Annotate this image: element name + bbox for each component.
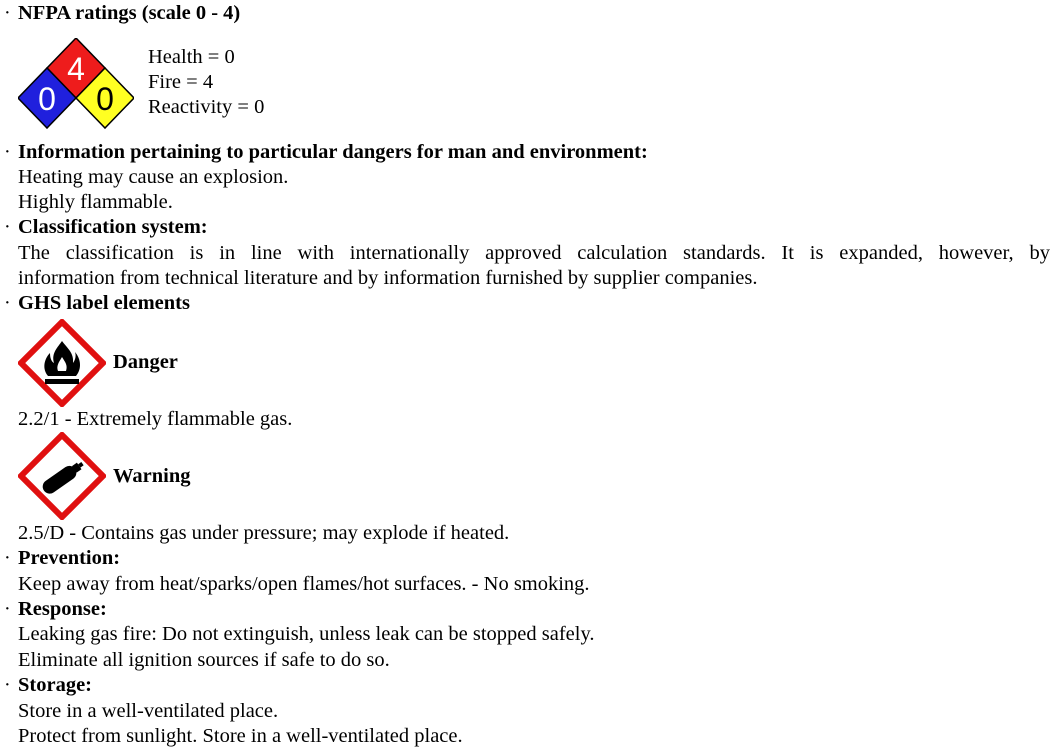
ghs-hazard-statement: 2.2/1 - Extremely flammable gas. xyxy=(18,408,293,430)
response-line: Leaking gas fire: Do not extinguish, unless leak can be stopped safely. xyxy=(18,623,595,645)
prevention-line: Keep away from heat/sparks/open flames/hot surfaces. - No smoking. xyxy=(18,573,590,595)
nfpa-diamond-icon xyxy=(18,38,134,130)
response-heading: Response: xyxy=(18,598,107,620)
bullet: · xyxy=(4,674,11,696)
classification-line: The classification is in line with internationally approved calculation standards. It is expanded, however, by xyxy=(18,242,1050,264)
classification-heading: Classification system: xyxy=(18,216,208,238)
prevention-heading: Prevention: xyxy=(18,547,121,569)
bullet: · xyxy=(4,547,11,569)
dangers-heading: Information pertaining to particular dangers for man and environment: xyxy=(18,141,648,163)
flame-pictogram-icon xyxy=(18,319,106,407)
bullet: · xyxy=(4,216,11,238)
nfpa-reactivity-text: Reactivity = 0 xyxy=(148,96,265,118)
storage-line: Protect from sunlight. Store in a well-ventilated place. xyxy=(18,725,463,747)
classification-line: information from technical literature and by information furnished by supplier companies. xyxy=(18,267,758,289)
storage-heading: Storage: xyxy=(18,674,93,696)
ghs-hazard-statement: 2.5/D - Contains gas under pressure; may explode if heated. xyxy=(18,522,510,544)
response-line: Eliminate all ignition sources if safe to do so. xyxy=(18,649,390,671)
bullet: · xyxy=(4,141,11,163)
nfpa-health-text: Health = 0 xyxy=(148,46,235,68)
dangers-line: Heating may cause an explosion. xyxy=(18,166,289,188)
storage-line: Store in a well-ventilated place. xyxy=(18,700,279,722)
bullet: · xyxy=(4,598,11,620)
dangers-line: Highly flammable. xyxy=(18,191,173,213)
bullet: · xyxy=(4,2,11,24)
nfpa-reactivity-value: 0 xyxy=(96,81,114,117)
nfpa-fire-value: 4 xyxy=(67,51,85,87)
danger-signal-word: Danger xyxy=(113,351,178,373)
gas-cylinder-pictogram-icon xyxy=(18,432,106,520)
nfpa-health-value: 0 xyxy=(38,81,56,117)
bullet: · xyxy=(4,292,11,314)
ghs-heading: GHS label elements xyxy=(18,292,190,314)
nfpa-fire-text: Fire = 4 xyxy=(148,71,214,93)
nfpa-heading: NFPA ratings (scale 0 - 4) xyxy=(18,2,241,24)
warning-signal-word: Warning xyxy=(113,465,191,487)
